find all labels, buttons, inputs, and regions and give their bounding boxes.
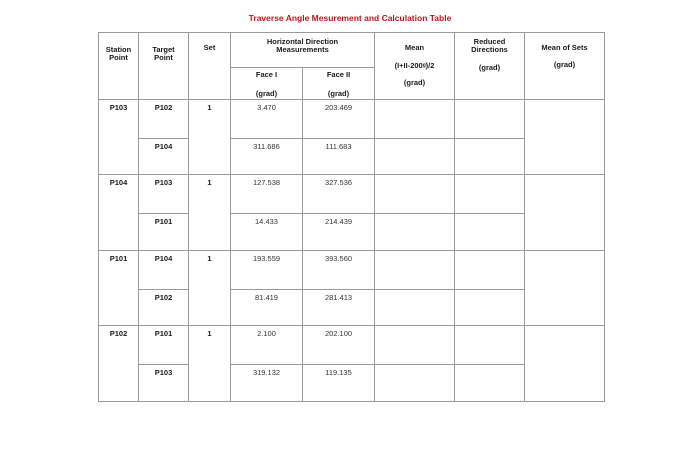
target-cell: P102 [139, 289, 189, 325]
table-title: Traverse Angle Mesurement and Calculation Table [248, 13, 452, 23]
face-ii-cell: 281.413 [303, 289, 375, 325]
table-row [99, 174, 605, 213]
face-i-cell: 127.538 [231, 174, 303, 213]
header-mean-of-sets: Mean of Sets (grad) [525, 33, 605, 100]
mean-cell [375, 174, 455, 213]
set-cell: 1 [189, 250, 231, 325]
station-cell: P104 [99, 174, 139, 250]
face-ii-cell: 203.469 [303, 99, 375, 138]
reduced-direction-cell [455, 138, 525, 174]
set-cell: 1 [189, 325, 231, 401]
table-row [99, 325, 605, 364]
face-i-cell: 81.419 [231, 289, 303, 325]
reduced-direction-cell [455, 250, 525, 289]
station-cell: P101 [99, 250, 139, 325]
set-cell: 1 [189, 174, 231, 250]
reduced-direction-cell [455, 213, 525, 250]
face-ii-cell: 202.100 [303, 325, 375, 364]
mean-cell [375, 289, 455, 325]
face-ii-cell: 119.135 [303, 364, 375, 401]
mean-cell [375, 364, 455, 401]
face-i-cell: 193.559 [231, 250, 303, 289]
header-reduced-directions: Reduced Directions (grad) [455, 33, 525, 100]
face-ii-cell: 393.560 [303, 250, 375, 289]
mean-cell [375, 250, 455, 289]
target-cell: P104 [139, 250, 189, 289]
mean-cell [375, 99, 455, 138]
mean-of-sets-cell [525, 325, 605, 401]
target-cell: P103 [139, 174, 189, 213]
header-face-i: Face I (grad) [231, 68, 303, 100]
header-station-point: Station Point [99, 33, 139, 100]
traverse-table [98, 32, 605, 402]
face-ii-cell: 214.439 [303, 213, 375, 250]
face-ii-cell: 327.536 [303, 174, 375, 213]
target-cell: P101 [139, 325, 189, 364]
face-i-cell: 3.470 [231, 99, 303, 138]
reduced-direction-cell [455, 289, 525, 325]
header-target-point: Target Point [139, 33, 189, 100]
target-cell: P101 [139, 213, 189, 250]
face-i-cell: 319.132 [231, 364, 303, 401]
header-face-ii: Face II (grad) [303, 68, 375, 100]
mean-cell [375, 213, 455, 250]
table-row [99, 250, 605, 289]
target-cell: P103 [139, 364, 189, 401]
reduced-direction-cell [455, 364, 525, 401]
target-cell: P104 [139, 138, 189, 174]
mean-cell [375, 138, 455, 174]
header-set: Set [189, 33, 231, 100]
header-horizontal-direction: Horizontal Direction Measurements [231, 33, 375, 68]
mean-of-sets-cell [525, 250, 605, 325]
table-row [99, 99, 605, 138]
mean-cell [375, 325, 455, 364]
set-cell: 1 [189, 99, 231, 174]
face-i-cell: 2.100 [231, 325, 303, 364]
mean-of-sets-cell [525, 174, 605, 250]
face-ii-cell: 111.683 [303, 138, 375, 174]
mean-of-sets-cell [525, 99, 605, 174]
reduced-direction-cell [455, 325, 525, 364]
header-mean: Mean (I+II-200ᵍ)/2 (grad) [375, 33, 455, 100]
station-cell: P102 [99, 325, 139, 401]
station-cell: P103 [99, 99, 139, 174]
reduced-direction-cell [455, 99, 525, 138]
face-i-cell: 14.433 [231, 213, 303, 250]
target-cell: P102 [139, 99, 189, 138]
face-i-cell: 311.686 [231, 138, 303, 174]
reduced-direction-cell [455, 174, 525, 213]
